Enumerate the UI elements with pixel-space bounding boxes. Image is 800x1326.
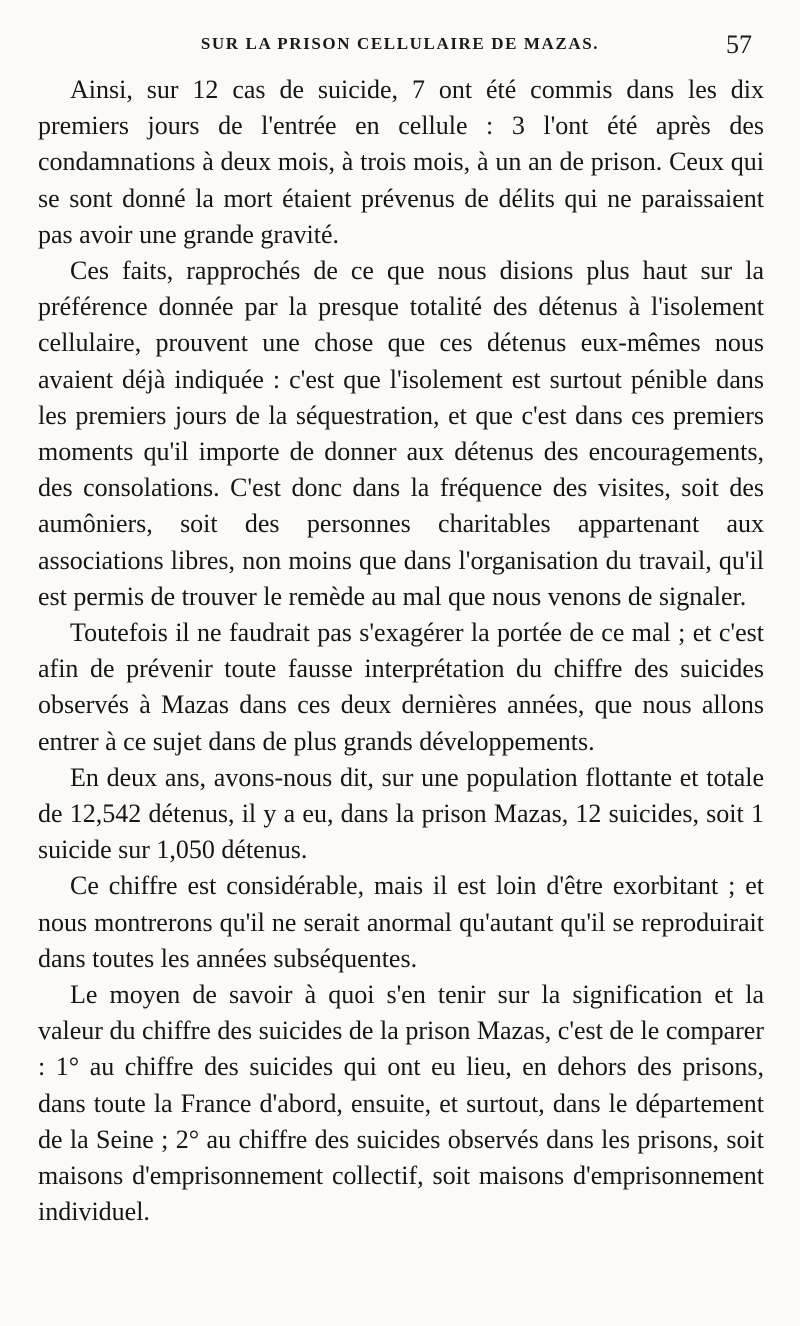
body-text [38, 72, 764, 1231]
running-title: SUR LA PRISON CELLULAIRE DE MAZAS. [200, 34, 600, 53]
paragraph: Ces faits, rapprochés de ce que nous disions plus haut sur la préférence donnée par la presque totalité des détenus à l'isolement cellulaire, prouvent une chose que ces détenus eux-mêmes nous avaient déjà indiquée : c'est que l'isolement est surtout pénible dans les premiers jours de la séquestration, et que c'est dans ces premiers moments qu'il importe de donner aux détenus des encouragements, des consolations. C'est donc dans la fréquence des visites, soit des aumôniers, soit des personnes charitables appartenant aux associations libres, non moins que dans l'organisation du travail, qu'il est permis de trouver le remède au mal que nous venons de signaler. [38, 256, 764, 611]
paragraph: Ce chiffre est considérable, mais il est loin d'être exorbitant ; et nous montrerons qu'il ne serait anormal qu'autant qu'il se reproduirait dans toutes les années subséquentes. [38, 871, 764, 973]
paragraph: Le moyen de savoir à quoi s'en tenir sur la signification et la valeur du chiffre des suicides de la prison Mazas, c'est de le comparer : 1° au chiffre des suicides qui ont eu lieu, en dehors des prisons, dans toute la France d'abord, ensuite, et surtout, dans le département de la Seine ; 2° au chiffre des suicides observés dans les prisons, soit maisons d'emprisonnement collectif, soit maisons d'emprisonnement individuel. [38, 980, 764, 1227]
paragraph: En deux ans, avons-nous dit, sur une population flottante et totale de 12,542 détenus, il y a eu, dans la prison Mazas, 12 suicides, soit 1 suicide sur 1,050 détenus. [38, 762, 764, 865]
paragraph: Toutefois il ne faudrait pas s'exagérer la portée de ce mal ; et c'est afin de prévenir toute fausse interprétation du chiffre des suicides observés à Mazas dans ces deux dernières années, que nous allons entrer à ce sujet dans de plus grands développements. [38, 618, 764, 756]
page-number: 57 [726, 30, 752, 59]
paragraph: Ainsi, sur 12 cas de suicide, 7 ont été commis dans les dix premiers jours de l'entrée en cellule : 3 l'ont été après des condamnations à deux mois, à trois mois, à un an de prison. Ceux qui se sont donné la mort étaient prévenus de délits qui ne paraissaient pas avoir une grande gravité. [38, 75, 764, 249]
running-head [40, 30, 760, 64]
